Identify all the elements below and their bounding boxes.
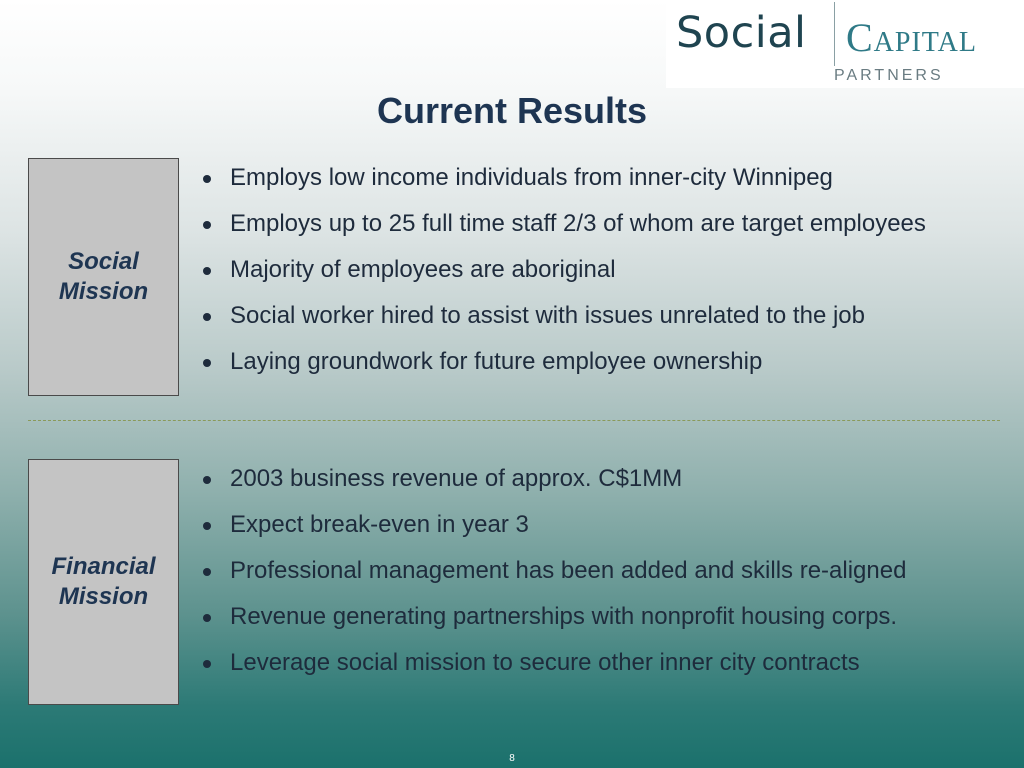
- bullet-item: [200, 464, 906, 510]
- bullet-item: [200, 163, 926, 209]
- bullet-dot-icon: [203, 660, 211, 668]
- bullet-item: [200, 209, 926, 255]
- bullet-text: Majority of employees are aboriginal: [230, 256, 616, 283]
- company-logo: [666, 0, 1024, 88]
- bullet-dot-icon: [203, 221, 211, 229]
- social-mission-label: [59, 247, 148, 307]
- bullet-item: [200, 255, 926, 301]
- bullet-text: Social worker hired to assist with issues unrelated to the job: [230, 302, 865, 329]
- bullet-item: [200, 602, 906, 648]
- bullet-item: [200, 648, 906, 694]
- financial-mission-label-line1: Financial: [51, 553, 156, 580]
- bullet-dot-icon: [203, 267, 211, 275]
- bullet-item: [200, 510, 906, 556]
- logo-capital-text: Capital: [846, 15, 977, 60]
- financial-mission-box: [28, 459, 179, 705]
- social-mission-bullet-list: [200, 163, 926, 393]
- bullet-text: Revenue generating partnerships with nonprofit housing corps.: [230, 603, 898, 630]
- logo-partners-text: PARTNERS: [834, 67, 944, 84]
- page-number: 8: [509, 753, 515, 764]
- slide-title: Current Results: [376, 90, 648, 131]
- bullet-text: Expect break-even in year 3: [230, 511, 529, 538]
- bullet-item: [200, 301, 926, 347]
- bullet-text: Leverage social mission to secure other inner city contracts: [230, 649, 860, 676]
- bullet-dot-icon: [203, 568, 211, 576]
- financial-mission-label: [51, 552, 155, 612]
- bullet-dot-icon: [203, 476, 211, 484]
- financial-mission-label-line2: Mission: [58, 583, 149, 610]
- bullet-text: Professional management has been added and skills re-aligned: [230, 557, 907, 584]
- social-mission-label-line1: Social: [68, 248, 139, 275]
- bullet-dot-icon: [203, 614, 211, 622]
- bullet-item: [200, 556, 906, 602]
- bullet-text: Employs up to 25 full time staff 2/3 of whom are target employees: [230, 210, 926, 237]
- financial-mission-bullet-list: [200, 464, 906, 694]
- bullet-text: Laying groundwork for future employee ownership: [230, 348, 763, 375]
- social-mission-box: [28, 158, 179, 396]
- bullet-text: Employs low income individuals from inner-city Winnipeg: [230, 164, 833, 191]
- section-divider: [28, 420, 1000, 421]
- bullet-dot-icon: [203, 522, 211, 530]
- bullet-item: [200, 347, 926, 393]
- logo-social-text: Social: [676, 8, 807, 58]
- bullet-text: 2003 business revenue of approx. C$1MM: [230, 465, 683, 492]
- bullet-dot-icon: [203, 175, 211, 183]
- bullet-dot-icon: [203, 359, 211, 367]
- logo-divider: [834, 2, 835, 66]
- social-mission-label-line2: Mission: [58, 278, 149, 305]
- bullet-dot-icon: [203, 313, 211, 321]
